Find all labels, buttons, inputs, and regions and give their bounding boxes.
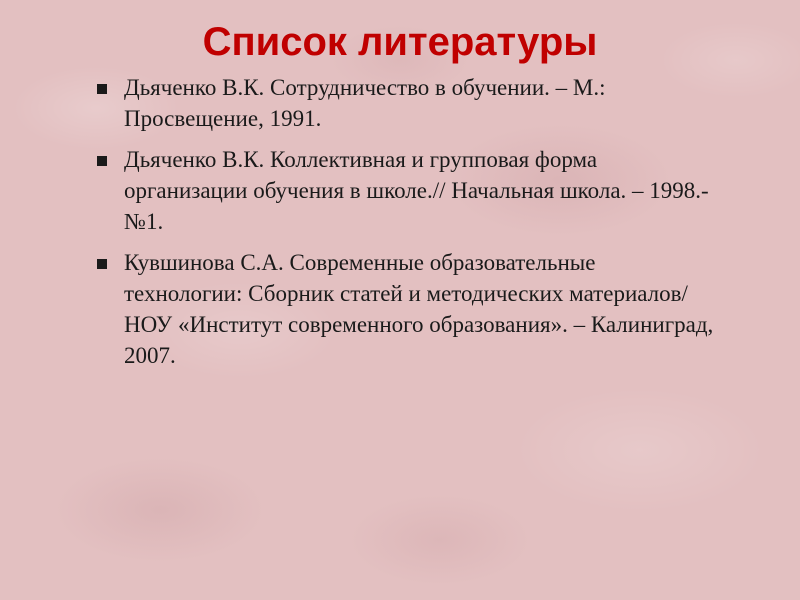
reference-text: Дьяченко В.К. Сотрудничество в обучении. – М.: Просвещение, 1991.	[124, 75, 606, 131]
slide-title: Список литературы	[202, 20, 598, 64]
reference-item	[96, 144, 716, 237]
reference-list	[96, 72, 716, 381]
reference-item	[96, 247, 716, 371]
reference-text: Дьяченко В.К. Коллективная и групповая форма организации обучения в школе.// Начальная школа. – 1998.- №1.	[124, 147, 709, 234]
square-bullet-icon	[97, 84, 107, 94]
square-bullet-icon	[97, 259, 107, 269]
reference-text: Кувшинова С.А. Современные образовательные технологии: Сборник статей и методических материалов/НОУ «Институт современного образования». – Калиниград, 2007.	[124, 250, 714, 368]
reference-item	[96, 72, 716, 134]
square-bullet-icon	[97, 156, 107, 166]
